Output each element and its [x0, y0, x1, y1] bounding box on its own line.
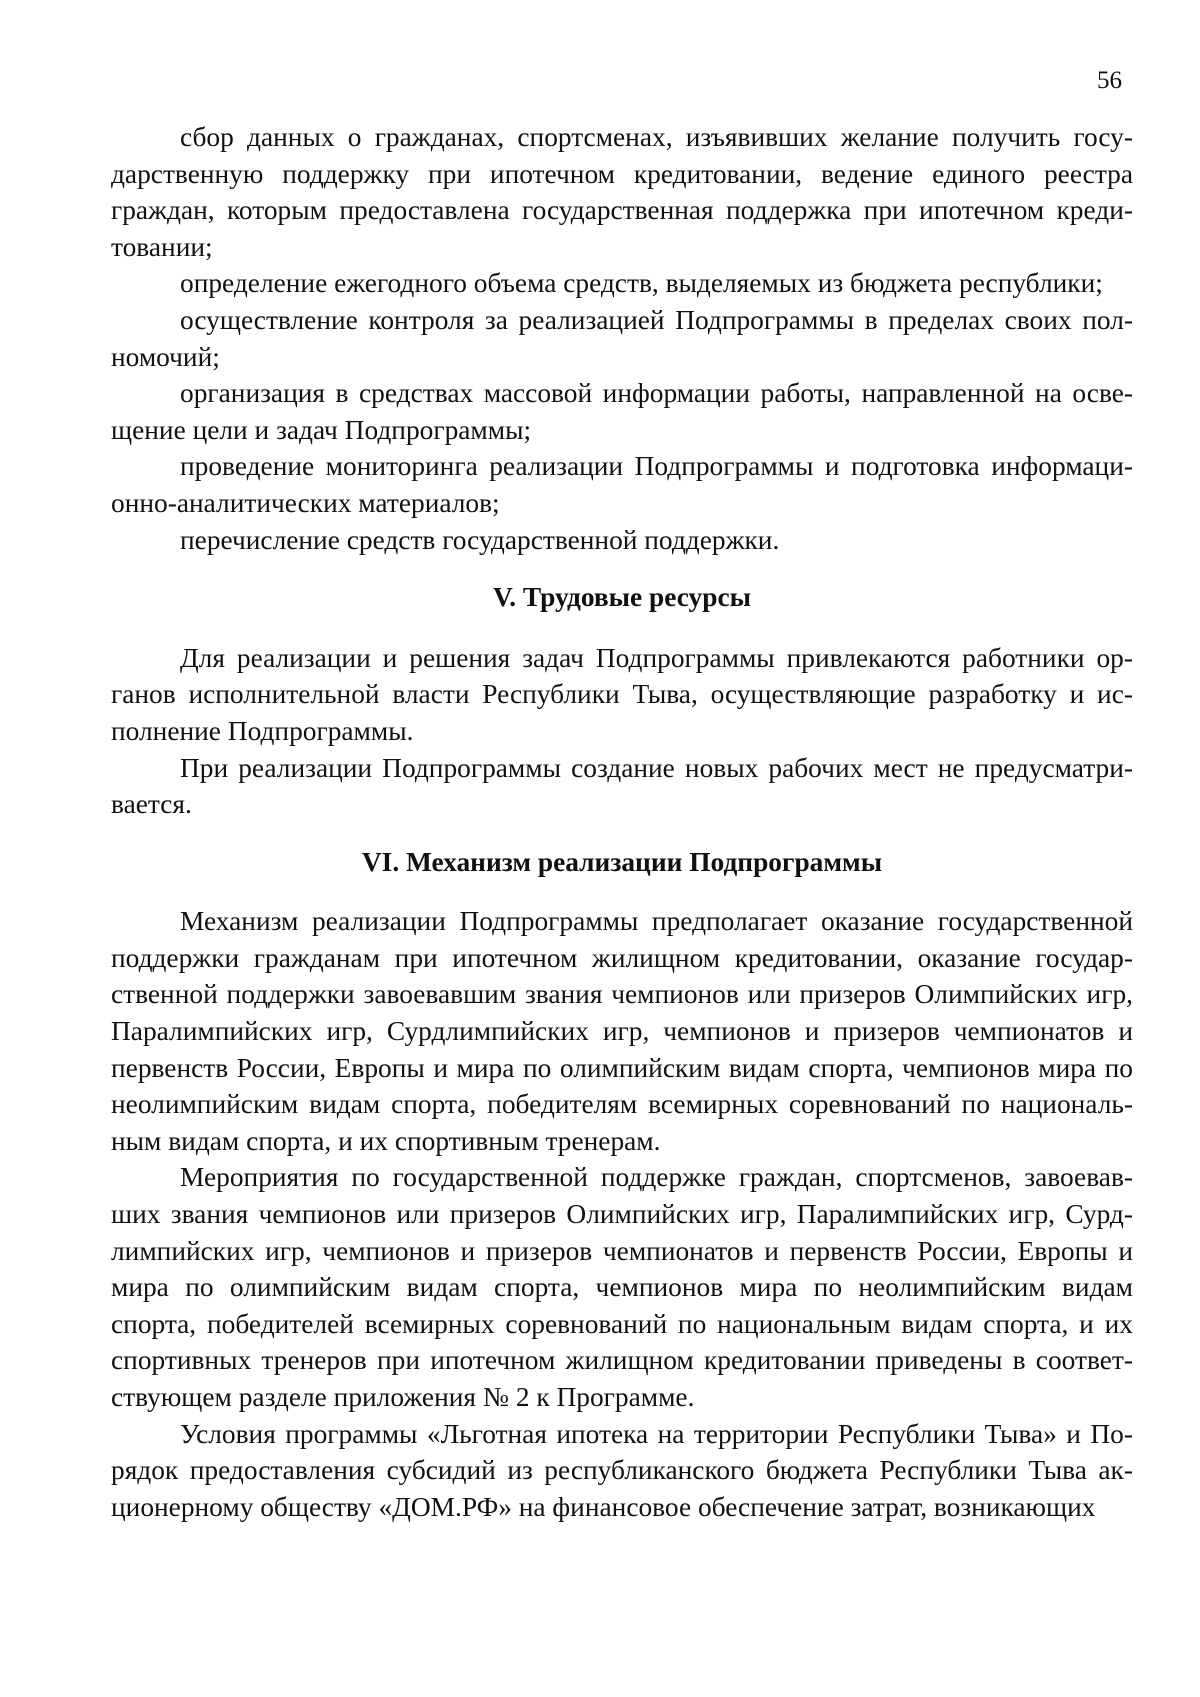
- section-heading-labor-resources: V. Трудовые ресурсы: [492, 582, 752, 613]
- section-heading-implementation-mechanism: VI. Механизм реализации Подпрограммы: [361, 846, 883, 877]
- paragraph-measures: Мероприятия по государственной поддержке граждан, спортсменов, завоевавших звания чемпионов или призеров Олимпийских игр, Паралимпийских игр, Сурдлимпийских игр, чемпионов и призеров чемпионатов и первенств России, Европы и мира по олимпийским видам спорта, чемпионов мира по неолимпийским видам спорта, победителей всемирных соревнований по национальным видам спорта, и их спортивных тренеров при ипотечном жилищном кредитовании приведены в соответствующем разделе приложения № 2 к Программе.: [111, 1162, 1133, 1412]
- paragraph-preferential-mortgage: Условия программы «Льготная ипотека на территории Республики Тыва» и Порядок предоставления субсидий из республиканского бюджета Республики Тыва акционерному обществу «ДОМ.РФ» на финансовое обеспечение затрат, возникающих: [111, 1418, 1133, 1522]
- paragraph-budget-volume: определение ежегодного объема средств, выделяемых из бюджета республики;: [180, 268, 1103, 299]
- paragraph-data-collection: сбор данных о гражданах, спортсменах, изъявивших желание получить государственную поддержку при ипотечном кредитовании, ведение единого реестра граждан, которым предоставлена государственная поддержка при ипотечном кредитовании;: [111, 122, 1133, 262]
- paragraph-monitoring: проведение мониторинга реализации Подпрограммы и подготовка информационно-аналитических материалов;: [111, 451, 1133, 518]
- paragraph-mechanism: Механизм реализации Подпрограммы предполагает оказание государственной поддержки гражданам при ипотечном жилищном кредитовании, оказание государственной поддержки завоевавшим звания чемпионов или призеров Олимпийских игр, Паралимпийских игр, Сурдлимпийских игр, чемпионов и призеров чемпионатов и первенств России, Европы и мира по олимпийским видам спорта, чемпионов мира по неолимпийским видам спорта, победителям всемирных соревнований по национальным видам спорта, и их спортивным тренерам.: [111, 906, 1133, 1156]
- document-body: [111, 119, 1133, 1525]
- paragraph-funds-transfer: перечисление средств государственной поддержки.: [180, 524, 780, 555]
- paragraph-control: осуществление контроля за реализацией Подпрограммы в пределах своих полномочий;: [111, 304, 1133, 372]
- page-number: 56: [1097, 67, 1122, 94]
- paragraph-media-coverage: организация в средствах массовой информации работы, направленной на освещение цели и задач Подпрограммы;: [111, 378, 1133, 445]
- paragraph-no-new-jobs: При реализации Подпрограммы создание новых рабочих мест не предусматривается.: [111, 752, 1133, 820]
- paragraph-executive-staff: Для реализации и решения задач Подпрограммы привлекаются работники органов исполнительной власти Республики Тыва, осуществляющие разработку и исполнение Подпрограммы.: [111, 642, 1133, 746]
